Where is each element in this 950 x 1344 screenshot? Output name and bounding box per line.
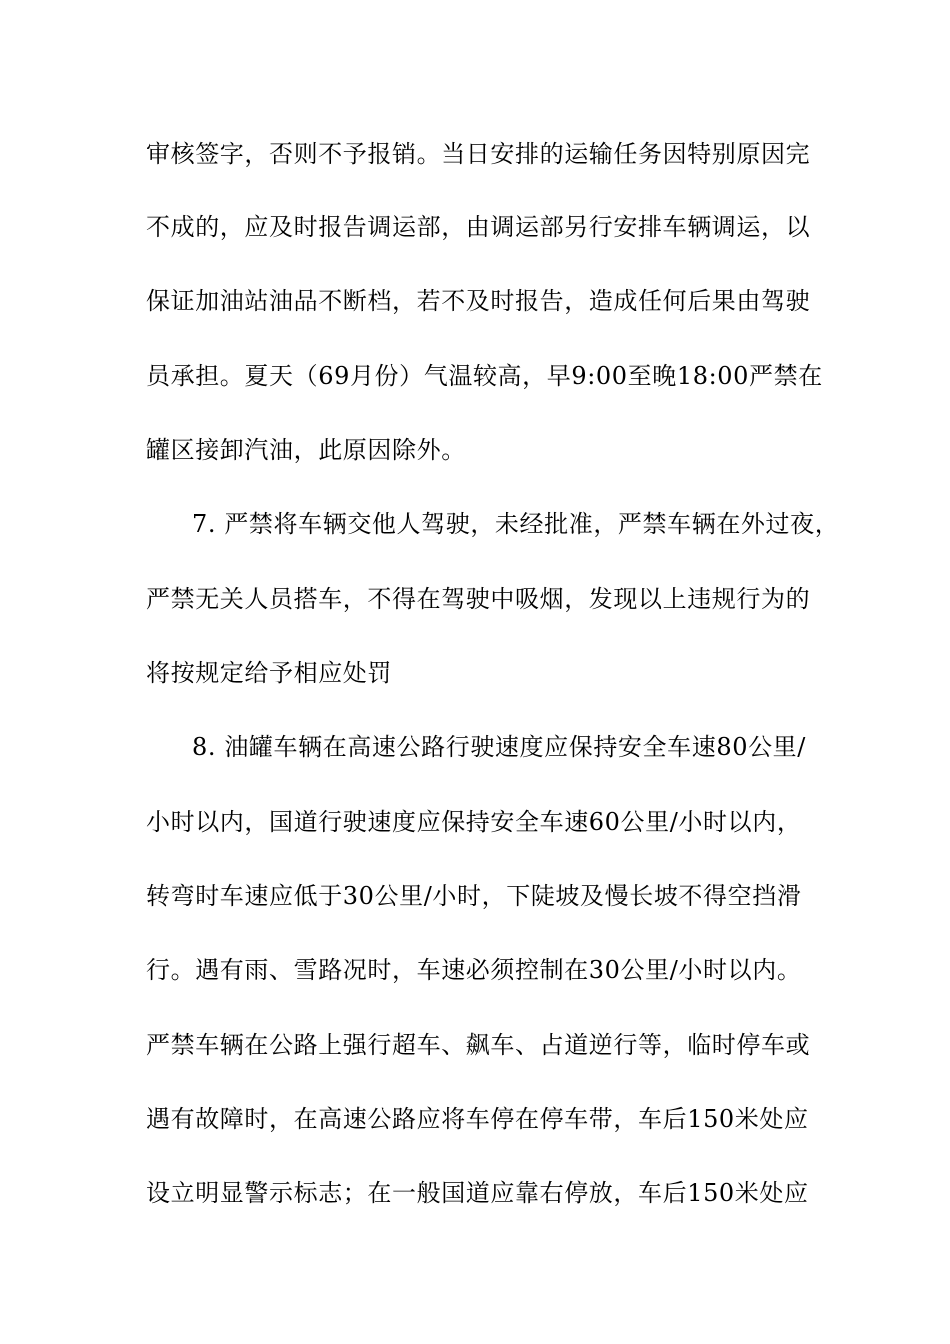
item-7-line-3: 将按规定给予相应处罚: [146, 659, 392, 687]
item-8-line-2: 小时以内，国道行驶速度应保持安全车速60公里/小时以内，: [146, 808, 802, 836]
item-8-line-6: 遇有故障时，在高速公路应将车停在停车带，车后150米处应: [146, 1105, 809, 1133]
text-line-3: 保证加油站油品不断档，若不及时报告，造成任何后果由驾驶: [146, 287, 811, 315]
text-line-2: 不成的，应及时报告调运部，由调运部另行安排车辆调运，以: [146, 213, 811, 241]
item-8-line-7: 设立明显警示标志；在一般国道应靠右停放，车后150米处应: [146, 1179, 809, 1207]
item-7-line-2: 严禁无关人员搭车，不得在驾驶中吸烟，发现以上违规行为的: [146, 585, 811, 613]
item-8-line-3: 转弯时车速应低于30公里/小时，下陡坡及慢长坡不得空挡滑: [146, 882, 802, 910]
text-line-5: 罐区接卸汽油，此原因除外。: [146, 436, 466, 464]
item-7-line-1: 7. 严禁将车辆交他人驾驶，未经批准，严禁车辆在外过夜，: [192, 510, 840, 538]
text-line-4: 员承担。夏天（69月份）气温较高，早9:00至晚18:00严禁在: [146, 362, 823, 390]
text-line-1: 审核签字，否则不予报销。当日安排的运输任务因特别原因完: [146, 140, 811, 168]
item-8-line-1: 8. 油罐车辆在高速公路行驶速度应保持安全车速80公里/: [192, 733, 806, 761]
item-8-line-4: 行。遇有雨、雪路况时，车速必须控制在30公里/小时以内。: [146, 956, 802, 984]
item-8-line-5: 严禁车辆在公路上强行超车、飙车、占道逆行等，临时停车或: [146, 1031, 811, 1059]
